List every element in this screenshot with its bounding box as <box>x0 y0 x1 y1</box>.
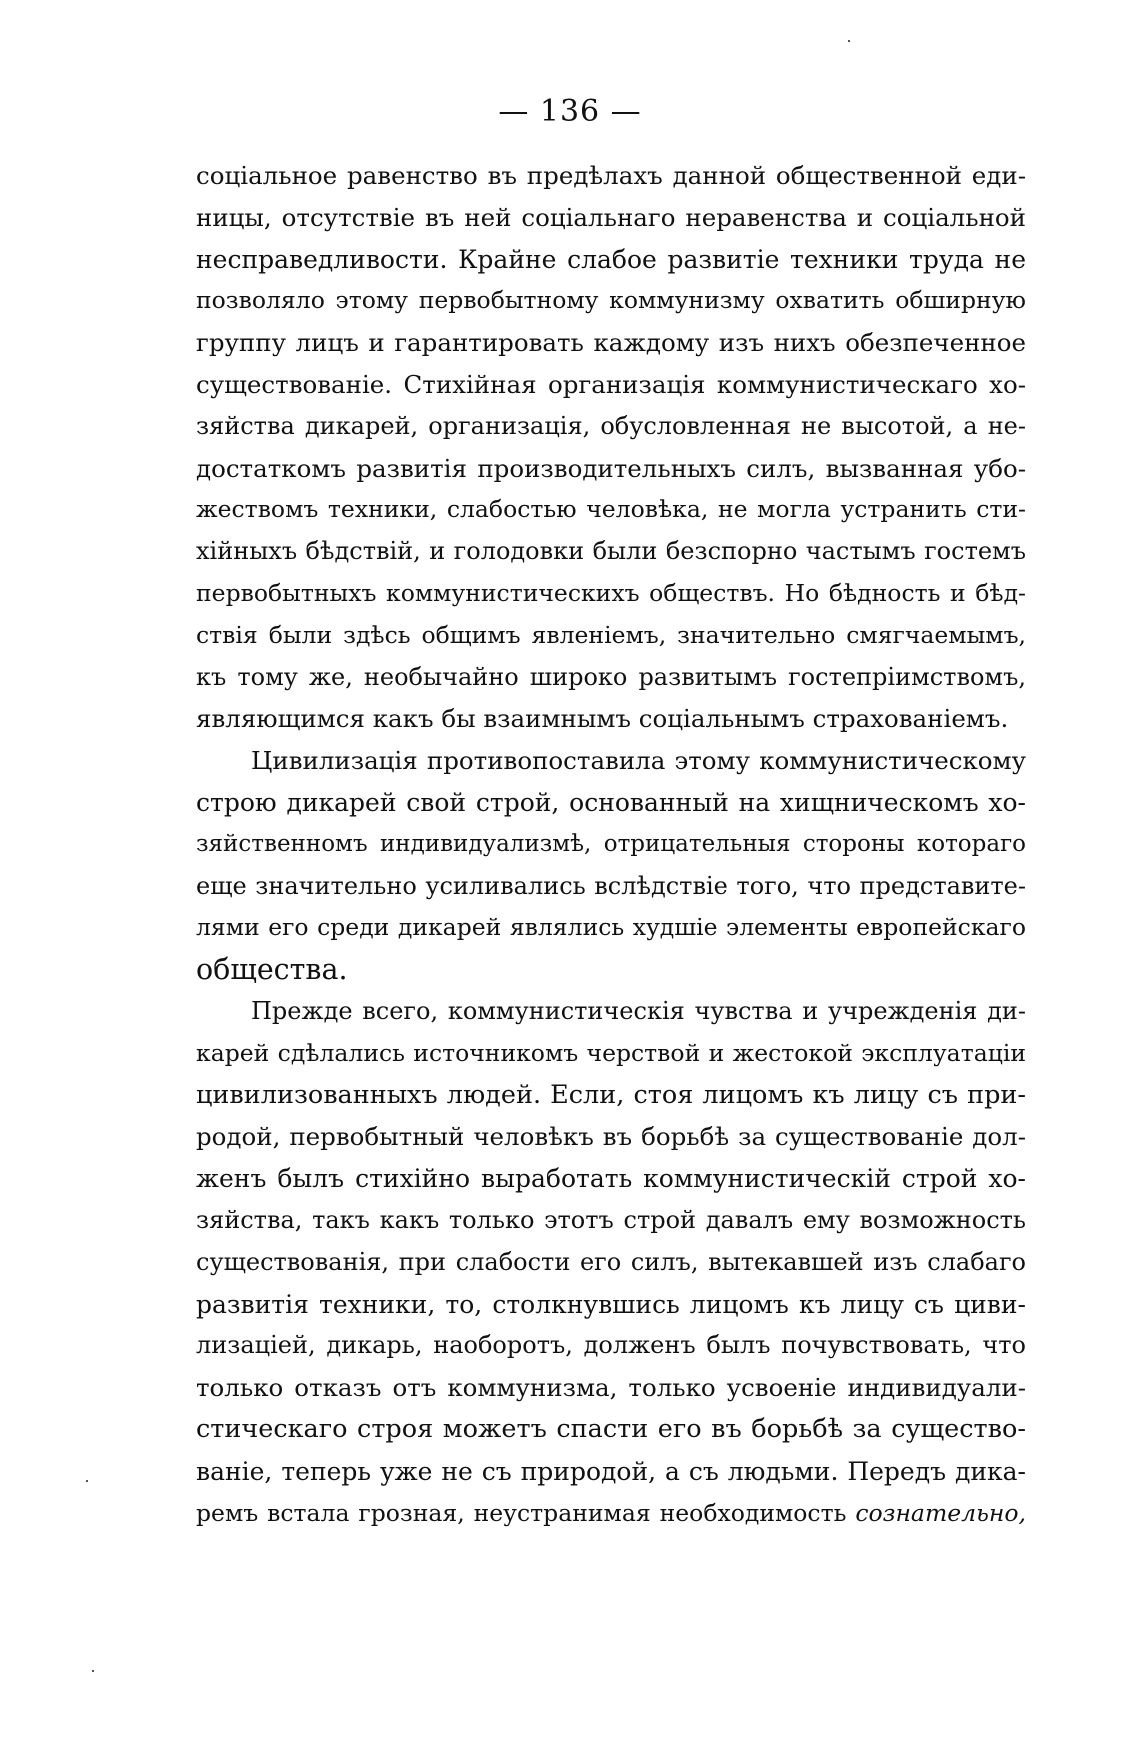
paragraph-1 <box>196 155 1026 740</box>
scan-speck <box>92 1670 94 1672</box>
text-line: позволяло этому первобытному коммунизму охватить обширную <box>196 286 1026 315</box>
page-number: — 136 — <box>498 94 642 129</box>
emphasized-word: сознательно, <box>855 1498 1026 1527</box>
text-line-final <box>196 1493 1026 1535</box>
text-line: къ тому же, необычайно широко развитымъ гостепріимствомъ, <box>196 662 1026 691</box>
text-line: только отказъ отъ коммунизма, только усвоеніе индивидуали- <box>196 1373 1026 1403</box>
text-line: общества. <box>196 953 348 987</box>
text-line: существованіе. Стихійная организація коммунистическаго хо- <box>196 369 1026 399</box>
text-line: жествомъ техники, слабостью человѣка, не могла устранить сти- <box>196 495 1026 524</box>
scan-speck <box>848 40 850 42</box>
text-line: родой, первобытный человѣкъ въ борьбѣ за существованіе дол- <box>196 1122 1026 1152</box>
text-line: ствія были здѣсь общимъ явленіемъ, значительно смягчаемымъ, <box>196 620 1026 649</box>
scan-speck <box>86 1480 88 1482</box>
text-line: первобытныхъ коммунистическихъ обществъ. Но бѣдность и бѣд- <box>196 578 1026 607</box>
text-line: соціальное равенство въ предѣлахъ данной общественной еди- <box>196 161 1026 190</box>
text-line: зяйственномъ индивидуализмѣ, отрицательныя стороны котораго <box>196 830 1026 857</box>
text-line: цивилизованныхъ людей. Если, стоя лицомъ къ лицу съ при- <box>196 1079 1026 1110</box>
text-line: ницы, отсутствіе въ ней соціальнаго неравенства и соціальной <box>196 202 1026 232</box>
text-line: лизаціей, дикарь, наоборотъ, долженъ былъ почувствовать, что <box>196 1331 1026 1360</box>
text-line: являющимся какъ бы взаимнымъ соціальнымъ страхованіемъ. <box>196 704 1009 734</box>
page-body <box>196 155 1026 1534</box>
text-line: зяйства дикарей, организація, обусловленная не высотой, а не- <box>196 411 1026 440</box>
text-line: Цивилизація противопоставила этому коммунистическому <box>251 746 1026 776</box>
text-line: развитія техники, то, столкнувшись лицомъ къ лицу съ циви- <box>196 1289 1026 1319</box>
text-line: женъ былъ стихійно выработать коммунистическій строй хо- <box>196 1164 1026 1194</box>
text-line: достаткомъ развитія производительныхъ силъ, вызванная убо- <box>196 453 1026 483</box>
text-line: Прежде всего, коммунистическія чувства и учрежденія ди- <box>251 996 1026 1025</box>
paragraph-2 <box>196 740 1026 991</box>
text-line-segment: ремъ встала грозная, неустранимая необходимость <box>196 1498 847 1527</box>
text-line: зяйства, такъ какъ только этотъ строй давалъ ему возможность <box>196 1205 1026 1234</box>
text-line: ваніе, теперь уже не съ природой, а съ людьми. Передъ дика- <box>196 1456 1026 1486</box>
text-line: лями его среди дикарей являлись худшіе элементы европейскаго <box>196 913 1026 942</box>
text-line: карей сдѣлались источникомъ черствой и жестокой эксплуатаціи <box>196 1038 1026 1067</box>
text-line: хійныхъ бѣдствій, и голодовки были безспорно частымъ гостемъ <box>196 537 1026 566</box>
text-line: существованія, при слабости его силъ, вытекавшей изъ слабаго <box>196 1247 1026 1276</box>
paragraph-3 <box>196 991 1026 1534</box>
text-line: еще значительно усиливались вслѣдствіе того, что представите- <box>196 871 1026 900</box>
text-line: группу лицъ и гарантировать каждому изъ нихъ обезпеченное <box>196 328 1026 358</box>
text-line: стическаго строя можетъ спасти его въ борьбѣ за существо- <box>196 1413 1026 1444</box>
text-line: строю дикарей свой строй, основанный на хищническомъ хо- <box>196 787 1026 817</box>
text-line: несправедливости. Крайне слабое развитіе техники труда не <box>196 244 1026 274</box>
